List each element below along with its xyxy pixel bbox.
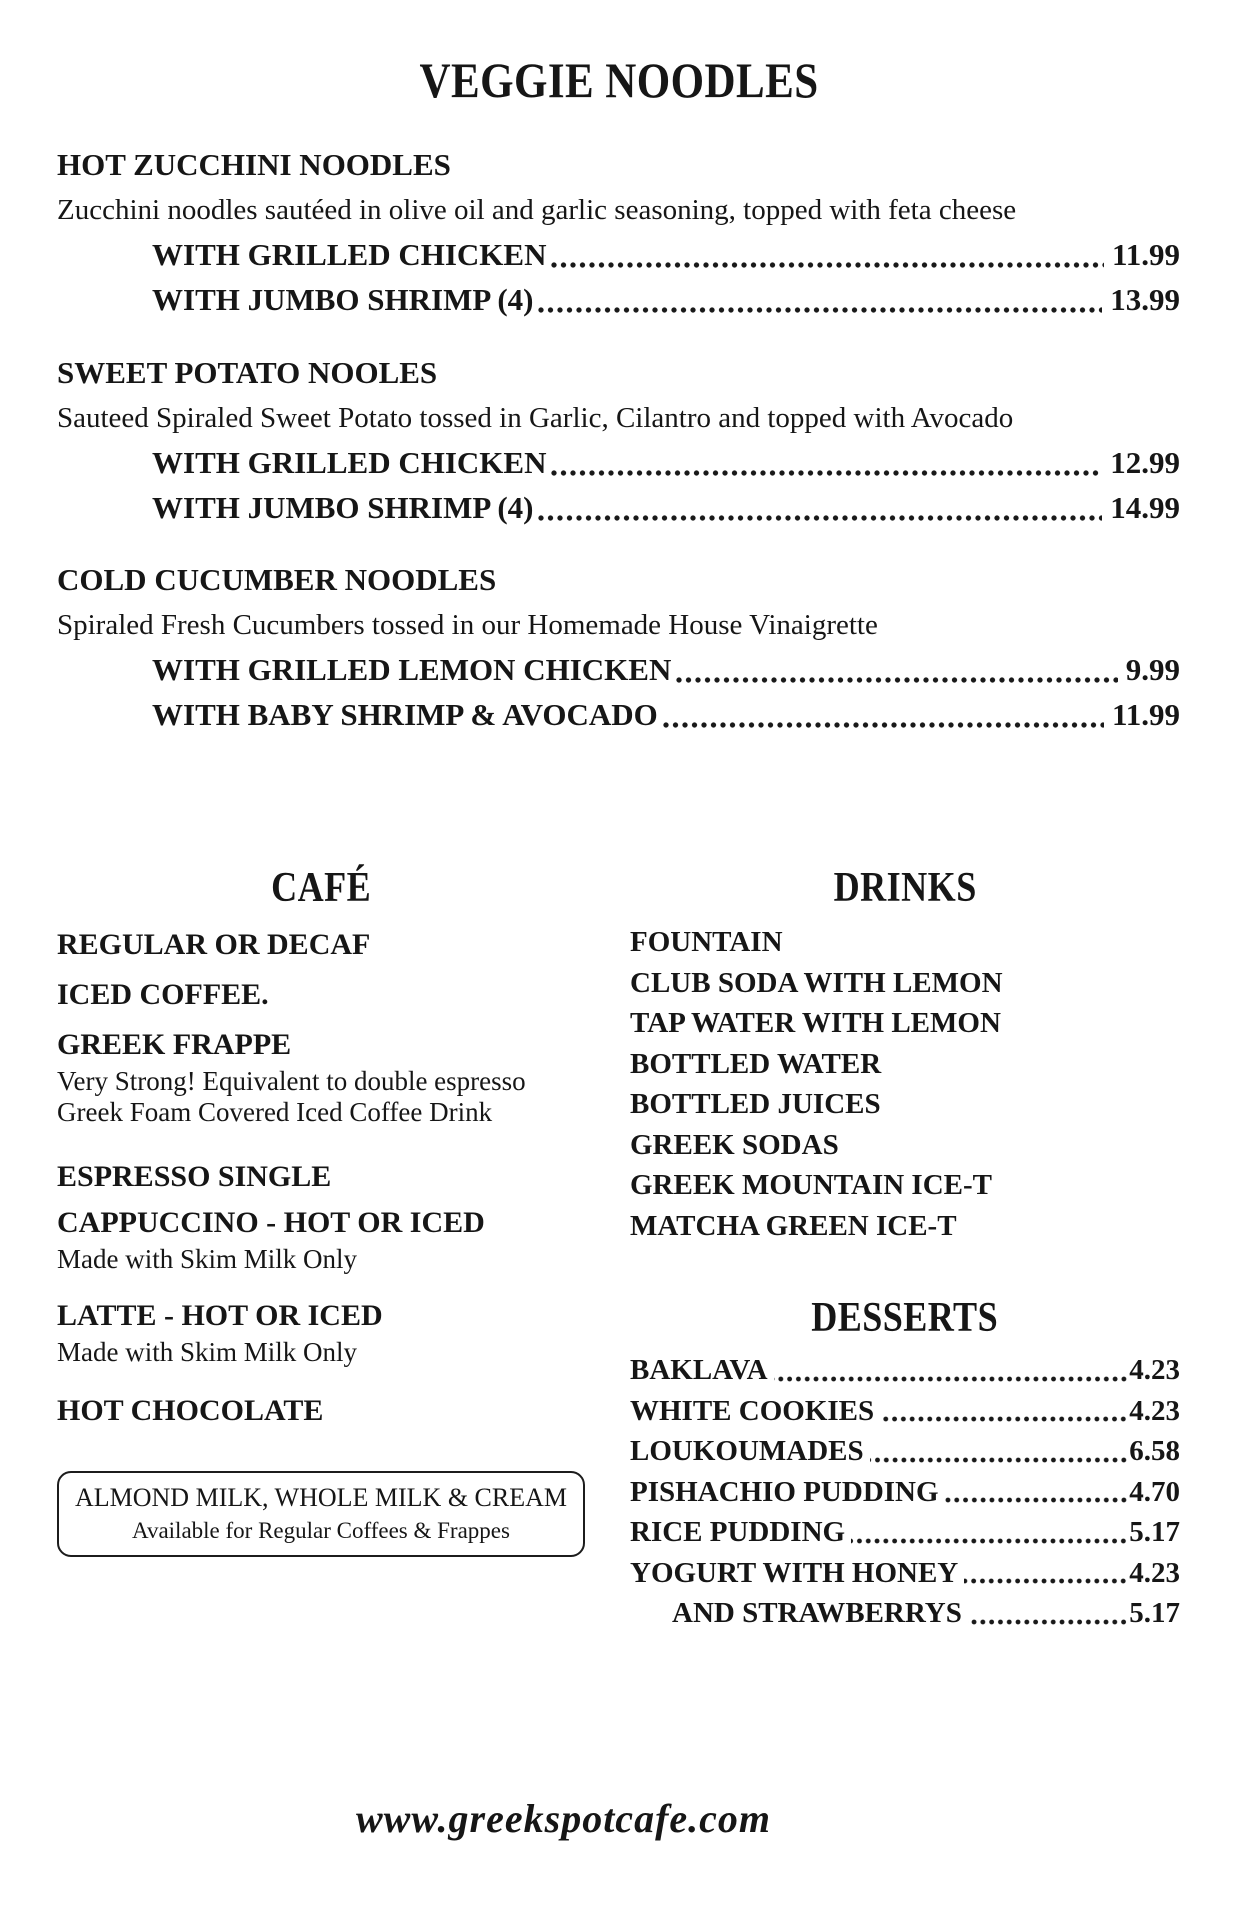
- drink-item: GREEK SODAS: [630, 1128, 839, 1161]
- item-label: WITH JUMBO SHRIMP (4): [152, 282, 534, 317]
- dots-leader: [676, 647, 1117, 692]
- item-label: WITH JUMBO SHRIMP (4): [152, 490, 534, 525]
- cafe-item-name: ICED COFFEE.: [57, 978, 269, 1011]
- item-price: 4.23: [1129, 1556, 1180, 1589]
- item-label: PISHACHIO PUDDING: [630, 1475, 939, 1508]
- drink-item: MATCHA GREEN ICE-T: [630, 1209, 957, 1242]
- item-price: 4.70: [1129, 1475, 1180, 1508]
- desserts-heading: [630, 1292, 1180, 1344]
- drink-item: CLUB SODA WITH LEMON: [630, 966, 1003, 999]
- dots-leader: [663, 692, 1104, 737]
- item-label: BAKLAVA: [630, 1354, 768, 1386]
- cafe-item: [57, 1160, 585, 1194]
- dish-description: Spiraled Fresh Cucumbers tossed in our Homemade House Vinaigrette: [57, 609, 878, 641]
- drink-item: TAP WATER WITH LEMON: [630, 1007, 1001, 1039]
- dots-leader: [538, 277, 1102, 322]
- item-price: 6.58: [1129, 1435, 1180, 1467]
- cafe-item-description: Made with Skim Milk Only: [57, 1337, 358, 1367]
- cafe-item: [57, 1394, 585, 1428]
- dots-leader: [945, 1472, 1130, 1513]
- item-label: WITH GRILLED LEMON CHICKEN: [152, 652, 672, 687]
- milk-note-box: [57, 1471, 585, 1557]
- dots-leader: [968, 1593, 1129, 1634]
- cafe-section: [57, 862, 585, 1557]
- dots-leader: [551, 440, 1102, 485]
- cafe-item: [57, 1028, 585, 1128]
- drink-item: BOTTLED WATER: [630, 1047, 882, 1080]
- dessert-item-row: [630, 1472, 1180, 1513]
- drink-item: GREEK MOUNTAIN ICE-T: [630, 1169, 992, 1201]
- cafe-item: [57, 1299, 585, 1368]
- item-price: 5.17: [1129, 1597, 1180, 1629]
- drink-item: FOUNTAIN: [630, 926, 783, 958]
- cafe-item-name: ESPRESSO SINGLE: [57, 1160, 332, 1193]
- dish-name: COLD CUCUMBER NOODLES: [57, 562, 497, 597]
- menu-item-row: [57, 485, 1180, 530]
- milk-note-line-2: Available for Regular Coffees & Frappes: [132, 1518, 510, 1543]
- item-label: WITH GRILLED CHICKEN: [152, 445, 547, 480]
- cafe-item: [57, 1206, 585, 1275]
- menu-item-row: [57, 647, 1180, 692]
- cafe-item-description: Greek Foam Covered Iced Coffee Drink: [57, 1097, 493, 1127]
- dish-description: Zucchini noodles sautéed in olive oil and garlic seasoning, topped with feta cheese: [57, 194, 1017, 226]
- item-label: RICE PUDDING: [630, 1516, 846, 1548]
- cafe-item: [57, 928, 585, 962]
- item-price: 11.99: [1111, 237, 1180, 272]
- dots-leader: [551, 232, 1103, 277]
- item-price: 4.23: [1129, 1394, 1180, 1427]
- cafe-item: [57, 978, 585, 1012]
- dessert-item-row: [630, 1350, 1180, 1391]
- cafe-item-name: LATTE - HOT OR ICED: [57, 1299, 383, 1332]
- dessert-item-row: [630, 1512, 1180, 1553]
- drinks-list: [630, 922, 1180, 1246]
- item-price: 12.99: [1110, 445, 1180, 480]
- dessert-item-row: [630, 1553, 1180, 1594]
- item-price: 11.99: [1111, 697, 1180, 732]
- dessert-item-row: [630, 1431, 1180, 1472]
- drinks-heading-text: DRINKS: [833, 865, 977, 911]
- item-label: LOUKOUMADES: [630, 1435, 864, 1467]
- item-label: YOGURT WITH HONEY: [630, 1556, 959, 1589]
- item-label: WITH GRILLED CHICKEN: [152, 237, 547, 272]
- cafe-item-name: CAPPUCCINO - HOT OR ICED: [57, 1206, 485, 1239]
- dish-description: Sauteed Spiraled Sweet Potato tossed in Garlic, Cilantro and topped with Avocado: [57, 402, 1014, 434]
- cafe-item-name: HOT CHOCOLATE: [57, 1394, 324, 1427]
- menu-item-row: [57, 692, 1180, 737]
- menu-item-row: [57, 440, 1180, 485]
- right-column: [630, 862, 1180, 1634]
- menu-item-row: [57, 277, 1180, 322]
- drinks-heading: [630, 862, 1180, 914]
- desserts-list: [630, 1350, 1180, 1634]
- cafe-heading: [57, 862, 585, 914]
- drink-item: BOTTLED JUICES: [630, 1088, 881, 1120]
- menu-section: [57, 557, 1180, 737]
- cafe-item-description: Very Strong! Equivalent to double espresso: [57, 1066, 526, 1096]
- dots-leader: [964, 1553, 1129, 1594]
- dessert-item-row: [630, 1391, 1180, 1432]
- menu-item-row: [57, 232, 1180, 277]
- item-price: 14.99: [1110, 490, 1180, 525]
- milk-note-line-1: ALMOND MILK, WHOLE MILK & CREAM: [74, 1483, 568, 1512]
- item-price: 4.23: [1129, 1354, 1180, 1386]
- menu-title: [0, 50, 1238, 110]
- cafe-item-name: REGULAR OR DECAF: [57, 928, 371, 961]
- item-price: 9.99: [1125, 652, 1180, 687]
- item-label: WHITE COOKIES: [630, 1394, 875, 1427]
- menu-title-text: VEGGIE NOODLES: [419, 52, 819, 108]
- dessert-item-row: [630, 1593, 1180, 1634]
- menu-section: [57, 350, 1180, 530]
- menu-section: [57, 142, 1180, 322]
- dish-name: SWEET POTATO NOOLES: [57, 355, 438, 390]
- dots-leader: [538, 485, 1102, 530]
- item-label: WITH BABY SHRIMP & AVOCADO: [152, 697, 658, 732]
- item-price: 13.99: [1110, 282, 1180, 317]
- dots-leader: [774, 1350, 1130, 1391]
- item-label: AND STRAWBERRYS: [672, 1597, 962, 1629]
- footer-website: www.greekspotcafe.com: [356, 1796, 772, 1841]
- desserts-heading-text: DESSERTS: [811, 1295, 999, 1341]
- dots-leader: [851, 1512, 1129, 1553]
- dots-leader: [880, 1391, 1129, 1432]
- dish-name: HOT ZUCCHINI NOODLES: [57, 147, 451, 182]
- dots-leader: [870, 1431, 1130, 1472]
- cafe-heading-text: CAFÉ: [270, 865, 372, 911]
- cafe-item-description: Made with Skim Milk Only: [57, 1244, 358, 1274]
- item-price: 5.17: [1129, 1516, 1180, 1548]
- cafe-item-name: GREEK FRAPPE: [57, 1028, 292, 1061]
